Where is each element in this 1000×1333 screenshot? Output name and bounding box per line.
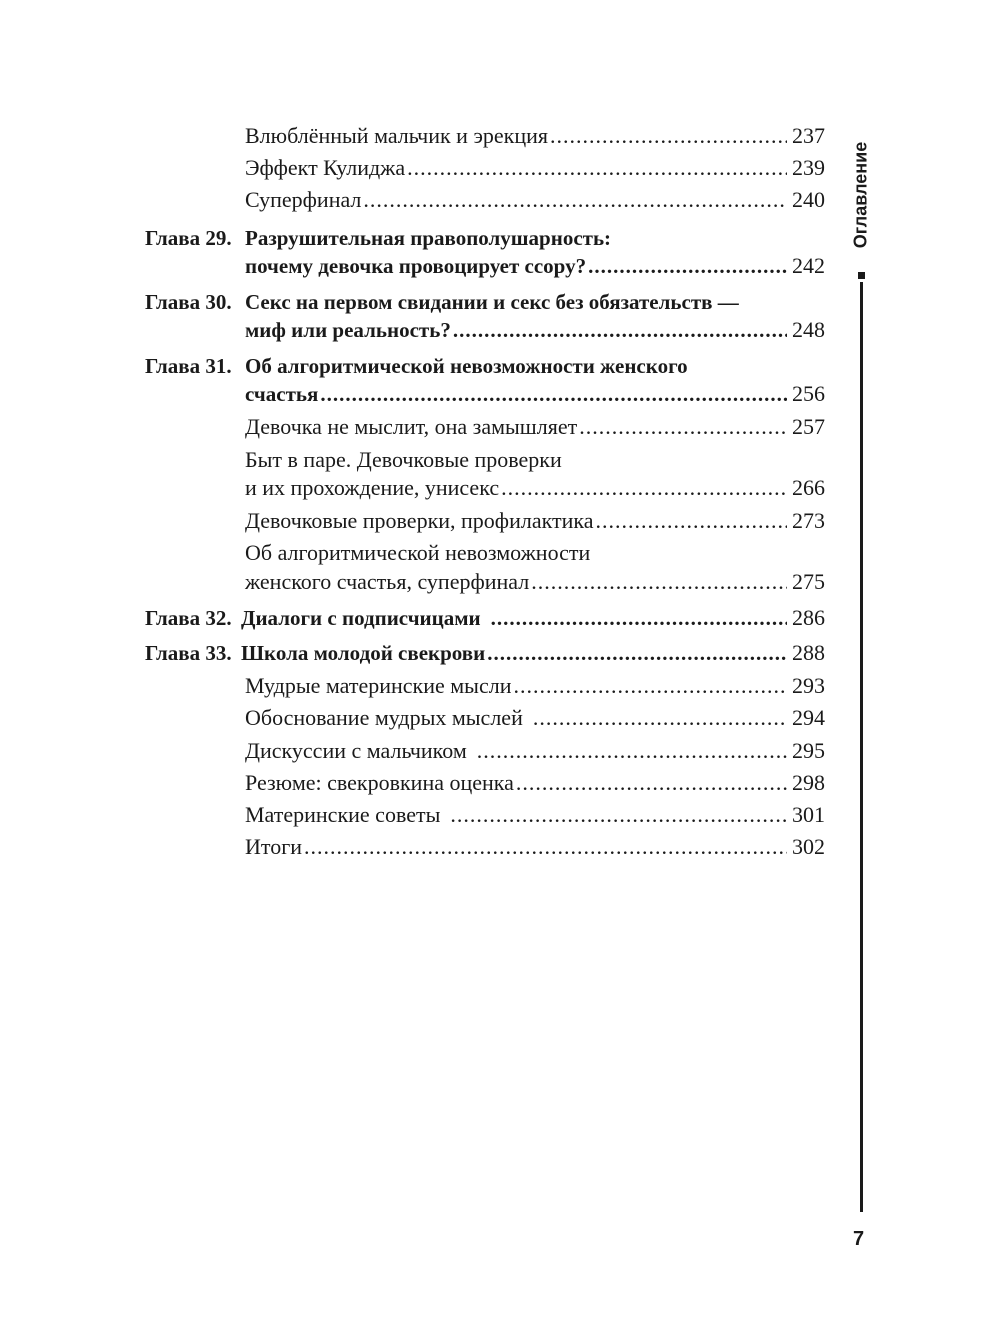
leader-dots <box>588 251 787 281</box>
toc-entry-page: 295 <box>792 738 825 763</box>
chapter-label: Глава 32. <box>145 606 232 630</box>
chapter-title-line[interactable] <box>245 223 825 253</box>
toc-entry[interactable] <box>241 603 825 633</box>
page-number: 7 <box>853 1228 865 1250</box>
toc-entry-title: Школа молодой свекрови <box>241 641 486 665</box>
toc-entry-title: Суперфинал <box>245 187 362 212</box>
chapter-label: Глава 33. <box>145 641 232 665</box>
toc-entry-title: Итоги <box>245 834 303 859</box>
toc-entry-title: Влюблённый мальчик и эрекция <box>245 123 549 148</box>
leader-dots <box>516 768 787 798</box>
chapter-label: Глава 30. <box>145 290 232 314</box>
toc-entry-page: 294 <box>792 705 825 730</box>
toc-entry-page: 293 <box>792 673 825 698</box>
leader-dots <box>513 671 787 701</box>
toc-entry-page: 275 <box>792 569 825 594</box>
leader-dots <box>550 121 787 151</box>
toc-entry-page: 273 <box>792 508 825 533</box>
toc-entry-title: счастья <box>245 382 319 406</box>
toc-entry-title: Девочковые проверки, профилактика <box>245 508 594 533</box>
toc-entry[interactable] <box>245 153 825 183</box>
toc-entry-title: Девочка не мыслит, она замышляет <box>245 414 578 439</box>
toc-entry-title: Быт в паре. Девочковые проверки <box>245 447 562 472</box>
toc-entry-title: Дискуссии с мальчиком <box>245 738 467 763</box>
toc-entry-page: 237 <box>792 123 825 148</box>
toc-entry-page: 256 <box>792 381 825 406</box>
toc-entry[interactable] <box>245 768 825 798</box>
chapter-label: Глава 29. <box>145 226 232 250</box>
leader-dots <box>304 832 787 862</box>
sidebar-rule <box>860 282 863 1212</box>
toc-entry-first-line[interactable] <box>245 538 825 568</box>
toc-entry-title: Обоснование мудрых мыслей <box>245 705 523 730</box>
leader-dots <box>579 412 787 442</box>
toc-entry[interactable] <box>245 567 825 597</box>
toc-entry-page: 240 <box>792 187 825 212</box>
toc-entry-page: 298 <box>792 770 825 795</box>
toc-entry-title: миф или реальность? <box>245 318 451 342</box>
leader-dots <box>477 736 787 766</box>
chapter-title-line[interactable] <box>245 351 825 381</box>
toc-entry[interactable] <box>245 703 825 733</box>
toc-entry-page: 301 <box>792 802 825 827</box>
toc-entry-title: Об алгоритмической невозможности <box>245 540 591 565</box>
toc-entry[interactable] <box>245 315 825 345</box>
toc-entry-page: 248 <box>792 317 825 342</box>
toc-entry-page: 242 <box>792 253 825 278</box>
leader-dots <box>531 567 787 597</box>
toc-entry-title: Мудрые материнские мысли <box>245 673 512 698</box>
sidebar-marker <box>858 272 865 279</box>
leader-dots <box>453 315 787 345</box>
leader-dots <box>363 185 787 215</box>
toc-entry-page: 302 <box>792 834 825 859</box>
toc-entry-page: 266 <box>792 475 825 500</box>
leader-dots <box>487 638 787 668</box>
toc-entry-title: Диалоги с подписчицами <box>241 606 481 630</box>
chapter-title-line[interactable] <box>245 287 825 317</box>
section-sidebar-title <box>846 125 876 265</box>
toc-entry-page: 288 <box>792 640 825 665</box>
toc-entry[interactable] <box>245 832 825 862</box>
toc-entry-page: 286 <box>792 605 825 630</box>
toc-entry-title: почему девочка провоцирует ссору? <box>245 254 587 278</box>
leader-dots <box>320 379 787 409</box>
toc-entry[interactable] <box>245 473 825 503</box>
toc-entry-title: Эффект Кулиджа <box>245 155 406 180</box>
leader-dots <box>491 603 787 633</box>
toc-entry[interactable] <box>245 736 825 766</box>
leader-dots <box>407 153 787 183</box>
toc-entry-title: Разрушительная правополушарность: <box>245 226 612 250</box>
toc-entry[interactable] <box>245 800 825 830</box>
toc-entry-title: Секс на первом свидании и секс без обязательств — <box>245 290 739 314</box>
toc-entry[interactable] <box>245 506 825 536</box>
toc-entry-first-line[interactable] <box>245 445 825 475</box>
toc-entry-page: 239 <box>792 155 825 180</box>
leader-dots <box>596 506 788 536</box>
section-title-text: Оглавление <box>850 141 871 249</box>
toc-entry[interactable] <box>245 412 825 442</box>
toc-entry-title: и их прохождение, унисекс <box>245 475 500 500</box>
toc-entry-title: женского счастья, суперфинал <box>245 569 530 594</box>
toc-entry[interactable] <box>245 671 825 701</box>
chapter-label: Глава 31. <box>145 354 232 378</box>
leader-dots <box>533 703 787 733</box>
toc-entry-title: Об алгоритмической невозможности женского <box>245 354 688 378</box>
toc-entry-page: 257 <box>792 414 825 439</box>
toc-entry[interactable] <box>245 185 825 215</box>
leader-dots <box>501 473 787 503</box>
leader-dots <box>450 800 787 830</box>
toc-entry[interactable] <box>245 251 825 281</box>
toc-entry[interactable] <box>245 121 825 151</box>
toc-entry-title: Резюме: свекровкина оценка <box>245 770 514 795</box>
toc-entry[interactable] <box>241 638 825 668</box>
toc-entry-title: Материнские советы <box>245 802 441 827</box>
toc-entry[interactable] <box>245 379 825 409</box>
